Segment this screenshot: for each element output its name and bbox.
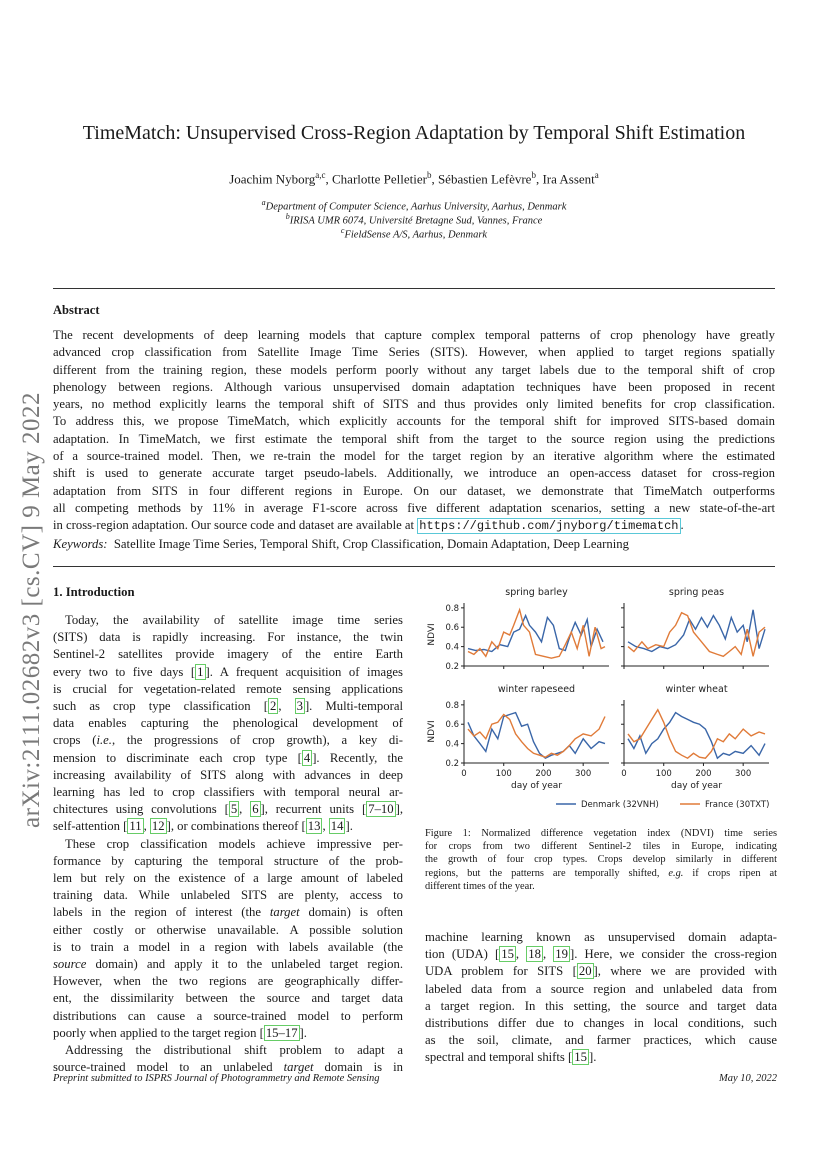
citation-link[interactable]: 15 [501, 947, 514, 962]
section-heading: 1. Introduction [53, 585, 135, 599]
x-tick-label: 300 [575, 769, 592, 779]
abstract-line: adaptation from SITS in four different regions in Europe. On our dataset, we demonstrate that TimeMatch outperforms [53, 483, 775, 498]
top-rule [53, 288, 775, 289]
citation-link[interactable]: 20 [578, 964, 592, 979]
text-line: as the soil, climate, and farmer practices, which cause [425, 1033, 777, 1048]
affiliation-c: $^c$FieldSense A/S, Aarhus, Denmark [340, 226, 488, 241]
y-tick-label: 0.6 [445, 623, 459, 634]
text-line: such as crop type classification [ 2 , 3 ]. Multi-temporal [53, 699, 403, 714]
panel-title: winter wheat [665, 684, 728, 695]
abstract-line: shift is used to generate accurate target pseudo-labels. Additionally, we introduce an open-access dataset for cross-region [53, 466, 775, 481]
text-line: However, when the two regions are geographically differ- [53, 974, 403, 989]
abstract-heading: Abstract [53, 303, 100, 317]
citation-link[interactable]: 11 [129, 819, 142, 834]
series-line-france [468, 715, 605, 758]
y-tick-label: 0.8 [445, 603, 459, 614]
text-line: tion (UDA) [ 15 , 18 , 19 ]. Here, we consider the cross-region [425, 947, 778, 962]
series-line-denmark [628, 610, 765, 652]
citation-link[interactable]: 14 [330, 819, 344, 834]
abstract-line: years, no method explicitly learns the temporal shift of SITS and thus provides only limited benefits for crop classification. [53, 397, 775, 412]
text-line: labels in the region of interest (the target domain) is often [53, 905, 403, 920]
text-line: formance by capturing the temporal structure of the prob- [53, 853, 403, 868]
citation-link[interactable]: 15–17 [265, 1025, 298, 1040]
text-line: every two to five days [ 1 ]. A frequent acquisition of images [53, 664, 403, 679]
panel-title: spring peas [668, 587, 725, 598]
abstract-line: in cross-region adaptation. Our source code and dataset are available at https://github.com/jnyborg/timematch . [53, 518, 684, 534]
y-tick-label: 0.2 [445, 662, 459, 672]
text-line: Today, the availability of satellite image time series [65, 613, 403, 627]
abstract-body [53, 327, 775, 536]
text-line: learning has led to crop classifiers with temporal neural ar- [53, 785, 403, 800]
x-tick-label: 100 [495, 769, 512, 779]
text-line: source domain) and apply it to the unlabeled target region. [53, 957, 403, 972]
y-axis-label: NDVI [427, 623, 437, 646]
text-line: chitectures using convolutions [ 5 , 6 ], recurrent units [ 7–10 ], [53, 802, 403, 817]
x-tick-label: 0 [461, 769, 467, 779]
keywords-label: Keywords: [53, 537, 108, 551]
citation-link[interactable]: 18 [528, 947, 541, 962]
arxiv-id-text: arXiv:2111.02682v3 [cs.CV] 9 May 2022 [18, 391, 45, 829]
series-line-denmark [468, 616, 603, 652]
abstract-line: all competing methods by 11% in average F1-score across five different adaptation scenarios, setting a new state-of-the-art [53, 500, 775, 515]
x-tick-label: 200 [535, 769, 552, 779]
y-tick-label: 0.4 [445, 739, 459, 750]
text-line: These crop classification models achieve impressive per- [65, 836, 403, 851]
text-line: Sentinel-2 satellites provide imagery of the entire Earth [53, 647, 403, 662]
text-line: labeled data from a source region and unlabeled data from [425, 981, 777, 996]
text-line: self-attention [ 11 , 12 ], or combinations thereof [ 13 , 14 ]. [53, 819, 353, 834]
x-tick-label: 100 [655, 769, 672, 779]
text-line: poorly when applied to the target region [ 15–17 ]. [53, 1025, 307, 1040]
citation-link[interactable]: 19 [555, 947, 568, 962]
caption-line: different times of the year. [425, 880, 535, 892]
x-axis-label: day of year [510, 781, 563, 791]
citation-link[interactable]: 1 [197, 664, 204, 679]
citation-link[interactable]: 5 [230, 802, 238, 817]
panel-title: winter rapeseed [497, 684, 576, 695]
text-line: a target region. In this setting, the source and target data [425, 998, 777, 1013]
text-line: is to train a model in a region with labels available (the [53, 939, 403, 954]
text-line: source-trained model to an unlabeled target domain is in [53, 1060, 403, 1075]
footer-date: May 10, 2022 [718, 1073, 777, 1084]
citation-link[interactable]: 7–10 [368, 802, 394, 817]
text-line: UDA problem for SITS [ 20 ], where we are provided with [425, 964, 777, 979]
citation-link[interactable]: 6 [252, 802, 259, 817]
y-axis-label: NDVI [427, 720, 437, 743]
abstract-line: advanced crop classification from Satellite Image Time Series (SITS). However, when applied to target regions spatially [53, 345, 775, 360]
y-tick-label: 0.4 [445, 642, 459, 653]
citation-link[interactable]: 2 [269, 699, 277, 714]
citation-link[interactable]: 13 [307, 819, 321, 834]
citation-link[interactable]: 15 [574, 1050, 587, 1065]
text-line: ent, the dissimilarity between the source and target data [53, 991, 403, 1006]
text-line: data enables capturing the phenological development of [53, 716, 403, 731]
series-line-france [628, 710, 765, 759]
citation-link[interactable]: 4 [303, 750, 311, 765]
x-tick-label: 0 [621, 769, 627, 779]
y-tick-label: 0.6 [445, 720, 459, 731]
paper-title: TimeMatch: Unsupervised Cross-Region Adaptation by Temporal Shift Estimation [82, 122, 746, 144]
caption-line: for crops from two different Sentinel-2 tiles in Europe, indicating [425, 841, 777, 853]
panel-title: spring barley [505, 587, 568, 598]
text-line: increasing availability of SITS along with advances in deep [53, 767, 403, 782]
left-column [53, 612, 403, 1076]
keywords-text: Satellite Image Time Series, Temporal Shift, Crop Classification, Domain Adaptation, Deep Learning [113, 537, 629, 551]
authors: Joachim Nyborg$^{a,c}$, Charlotte Pelletier$^b$, Sébastien Lefèvre$^b$, Ira Assent$^a$ [229, 170, 599, 187]
caption-line: Figure 1: Normalized difference vegetation index (NDVI) time series [425, 828, 777, 839]
text-line: training data. While unlabeled SITS are plenty, access to [53, 888, 403, 903]
footer-journal: Preprint submitted to ISPRS Journal of Photogrammetry and Remote Sensing [53, 1073, 380, 1084]
affiliation-a: $^a$Department of Computer Science, Aarhus University, Aarhus, Denmark [261, 198, 567, 213]
citation-link[interactable]: 3 [296, 699, 303, 714]
bottom-rule [53, 566, 775, 567]
x-tick-label: 300 [735, 769, 752, 779]
caption-line: the growth of four crop types. Crops develop similarly in different [425, 854, 777, 866]
abstract-line: phenology between regions. Although various unsupervised domain adaptation techniques have been proposed in recent [53, 379, 775, 394]
right-column [425, 929, 777, 1067]
text-line: distributions differ due to changes in local conditions, such [425, 1016, 777, 1031]
abstract-line: adaptation. In TimeMatch, we first estimate the temporal shift from the target to the source region using the predictions [53, 431, 775, 446]
y-tick-label: 0.8 [445, 700, 459, 711]
x-axis-label: day of year [670, 781, 723, 791]
abstract-line: different from the training region, these models perform poorly without any target labels due to the temporal shift of crop [53, 362, 775, 377]
affiliation-b: $^b$IRISA UMR 6074, Université Bretagne Sud, Vannes, France [285, 212, 543, 227]
series-line-denmark [628, 713, 765, 759]
text-line: mension to discriminate each crop type [ 4 ]. Recently, the [53, 750, 403, 765]
legend-label: Denmark (32VNH) [581, 800, 659, 810]
text-line: machine learning known as unsupervised domain adapta- [425, 930, 777, 944]
series-line-denmark [468, 713, 605, 759]
caption-line: regions, but the patterns are temporally shifted, e.g. if crops ripen at [425, 867, 777, 879]
text-line: either costly or otherwise unavailable. A possible solution [53, 922, 403, 937]
text-line: spectral and temporal shifts [ 15 ]. [425, 1050, 597, 1065]
figure-caption [425, 827, 777, 893]
x-tick-label: 200 [695, 769, 712, 779]
text-line: Addressing the distributional shift problem to adapt a [65, 1043, 403, 1058]
arxiv-identifier [14, 360, 50, 860]
text-line: is crucial for vegetation-related remote sensing applications [53, 681, 403, 696]
y-tick-label: 0.2 [445, 759, 459, 769]
abstract-line: To address this, we propose TimeMatch, which explicitly accounts for the temporal shift for improved SITS-based domain [53, 414, 775, 429]
abstract-line: The recent developments of deep learning models that capture complex temporal patterns of crop phenology have greatly [53, 328, 775, 342]
text-line: crops (i.e., the progressions of crop growth), a key di- [53, 733, 403, 748]
text-line: distributions can cause a source-trained model to perform [53, 1008, 403, 1023]
abstract-line: of a source-trained model. Then, we re-train the model for the target region by an iterative algorithm where the estimated [53, 449, 775, 464]
text-line: lem but rely on the existence of a large amount of labeled [53, 871, 403, 886]
text-line: (SITS) data is rapidly increasing. For instance, the twin [53, 630, 403, 645]
citation-link[interactable]: 12 [151, 819, 165, 834]
keywords [53, 537, 629, 552]
ndvi-figure [418, 578, 778, 813]
legend-label: France (30TXT) [705, 800, 770, 810]
source-code-link[interactable]: https://github.com/jnyborg/timematch [419, 519, 679, 534]
